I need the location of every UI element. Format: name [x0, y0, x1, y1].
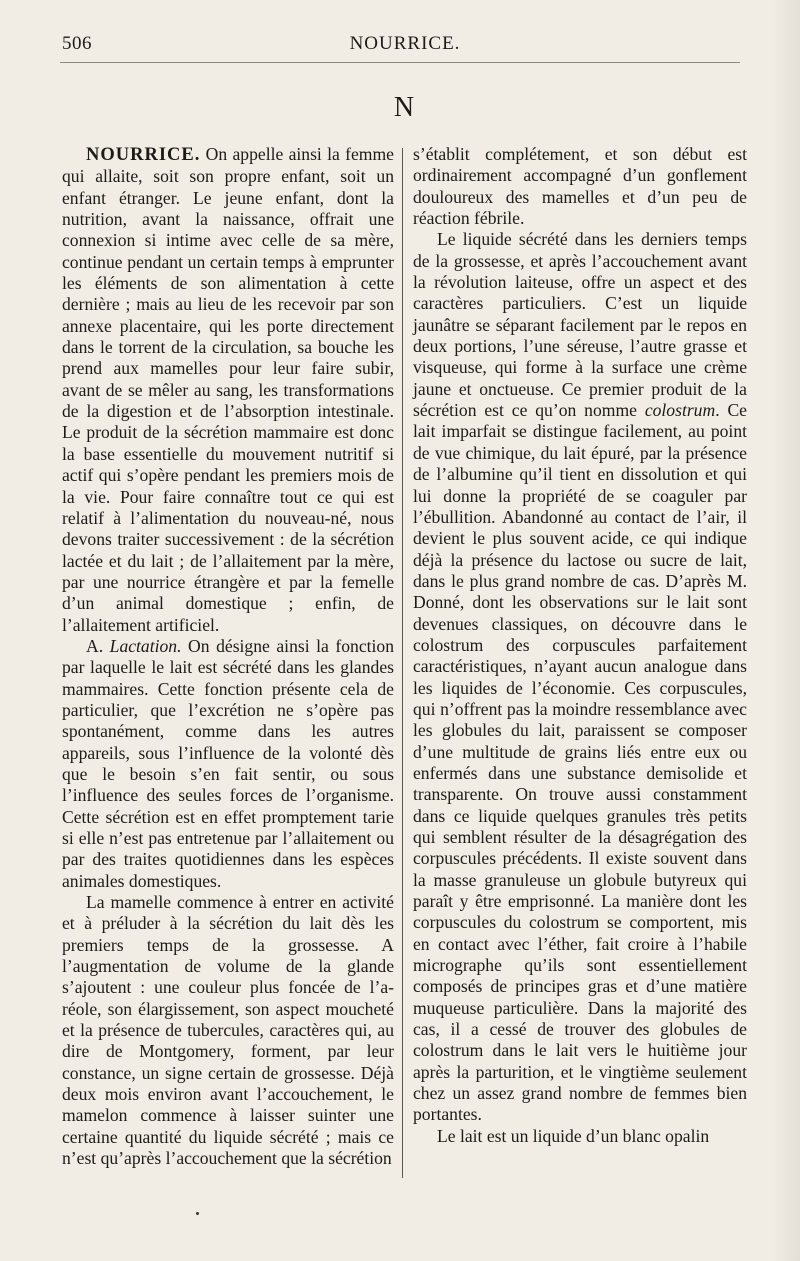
entry-text: On appelle ainsi la femme qui allaite, soit son propre enfant, soit un enfant étranger. Le jeune enfant, dont la nutrition, avant la naissance, offrait une connexion si intime avec celle de sa mère, continue pendant un certain temps à emprunter les éléments de son alimentation à cette dernière ; mais au lieu de les recevoir par son annexe placentaire, qui les porte directement dans le torrent de la circulation, sa bouche les prend aux mamelles pour leur faire subir, avant de se mêler au sang, les transformations de la digestion et de l’absorption intestinale. Le produit de la sécrétion mammaire est donc la base essentielle du mouvement nutritif si actif qui s’opère pendant les premiers mois de la vie. Pour faire connaître tout ce qui est relatif à l’alimentation du nouveau-né, nous devons traiter successivement : de la sécrétion lactée et du lait ; de l’allaitement par la mère, par une nourrice étrangère et par la femelle d’un animal domestique ; enfin, de l’allaitement artificiel. [62, 144, 394, 635]
paragraph: Le lait est un liquide d’un blanc opalin [437, 1125, 710, 1146]
page-number: 506 [62, 33, 92, 54]
left-column [62, 144, 394, 1170]
subsection-title: Lactation. [109, 635, 182, 656]
paragraph: La mamelle commence à entrer en activité et à préluder à la sécrétion du lait dès les premiers temps de la grossesse. A l’augmentation de volume de la glande s’ajoutent : une couleur plus foncée de l’aréole, son élargissement, son aspect moucheté et la présence de tubercules, caractères qui, au dire de Montgomery, forment, par leur constance, un signe certain de grossesse. Déjà deux mois environ avant l’accouchement, le mamelon commence à laisser suinter une certaine quantité du liquide sécrété ; mais ce n’est qu’après l’accouchement que la sécrétion [62, 892, 394, 1169]
column-divider [402, 148, 403, 1178]
paragraph-text-end: . Ce lait imparfait se distingue facilement, au point de vue chimique, du lait épuré, par la présence de l’albumine qu’il tient en dissolution et qui lui donne la propriété de se coaguler par l’ébullition. Abandonné au contact de l’air, il devient le plus souvent acide, ce qui indique déjà la présence du lactose ou sucre de lait, dans le plus grand nombre de cas. D’après M. Donné, dont les observations sur le lait sont devenues classiques, on découvre dans le colostrum des corpuscules parfaitement caractéristiques, n’ayant aucun analogue dans les liquides de l’économie. Ces corpuscules, qui n’offrent pas la moindre ressemblance avec les globules du lait, paraissent se composer d’une multitude de grains liés entre eux ou enfermés dans une substance demisolide et transparente. On trouve aussi constamment dans ce liquide quelques granules très petits qui semblent résulter de la désagrégation des corpuscules précédents. Il existe souvent dans la masse granuleuse un globule butyreux qui paraît y être emprisonné. La manière dont les corpuscules du colostrum se comportent, mis en contact avec l’éther, fait croire à l’habile micrographe qu’ils sont essentiellement composés de principes gras et d’une matière muqueuse particulière. Dans la majorité des cas, il a cessé de trouver des globules de colostrum dans le lait vers le huitième jour après la parturition, et le vingtième seulement chez un assez grand nombre de femmes bien portantes. [413, 400, 747, 1125]
ink-speck [196, 1212, 199, 1215]
section-letter: N [393, 92, 415, 123]
subsection-label: A. [86, 635, 104, 656]
subsection-text: On désigne ainsi la fonction par laquelle le lait est sécrété dans les glandes mammaires. Cette fonction présente cela de particulier, que l’excrétion ne s’opère pas spontanément, comme dans les autres appareils, sous l’influence de la volonté dès que le besoin s’en fait sentir, ou sous l’influence des seules forces de l’organisme. Cette sécrétion est en effet promptement tarie si elle n’est pas entretenue par l’allaitement ou par des traites quotidiennes dans les espèces animales domestiques. [62, 635, 395, 891]
entry-headword: NOURRICE. [86, 145, 201, 165]
term-colostrum: colostrum [644, 400, 716, 421]
entry-paragraph [62, 144, 394, 636]
running-title: NOURRICE. [349, 33, 461, 54]
paragraph-text-start: Le liquide sécrété dans les derniers temps de la grossesse, et après l’accouchement avant la révolution laiteuse, offre un aspect et des caractères particuliers. C’est un liquide jaunâtre se séparant facilement par le repos en deux portions, l’une séreuse, l’autre grasse et visqueuse, qui forme à la surface une crème jaune et onctueuse. Ce premier produit de la sécrétion est ce qu’on nomme [413, 229, 747, 421]
page-edge-shadow [772, 0, 800, 1261]
right-column [413, 144, 747, 1147]
header-rule [60, 62, 740, 63]
paragraph [413, 229, 747, 1125]
subsection-paragraph [62, 636, 394, 892]
continued-paragraph: s’établit complétement, et son début est ordinairement accompagné d’un gonflement douloureux des mamelles et d’un peu de réaction fébrile. [413, 144, 747, 229]
